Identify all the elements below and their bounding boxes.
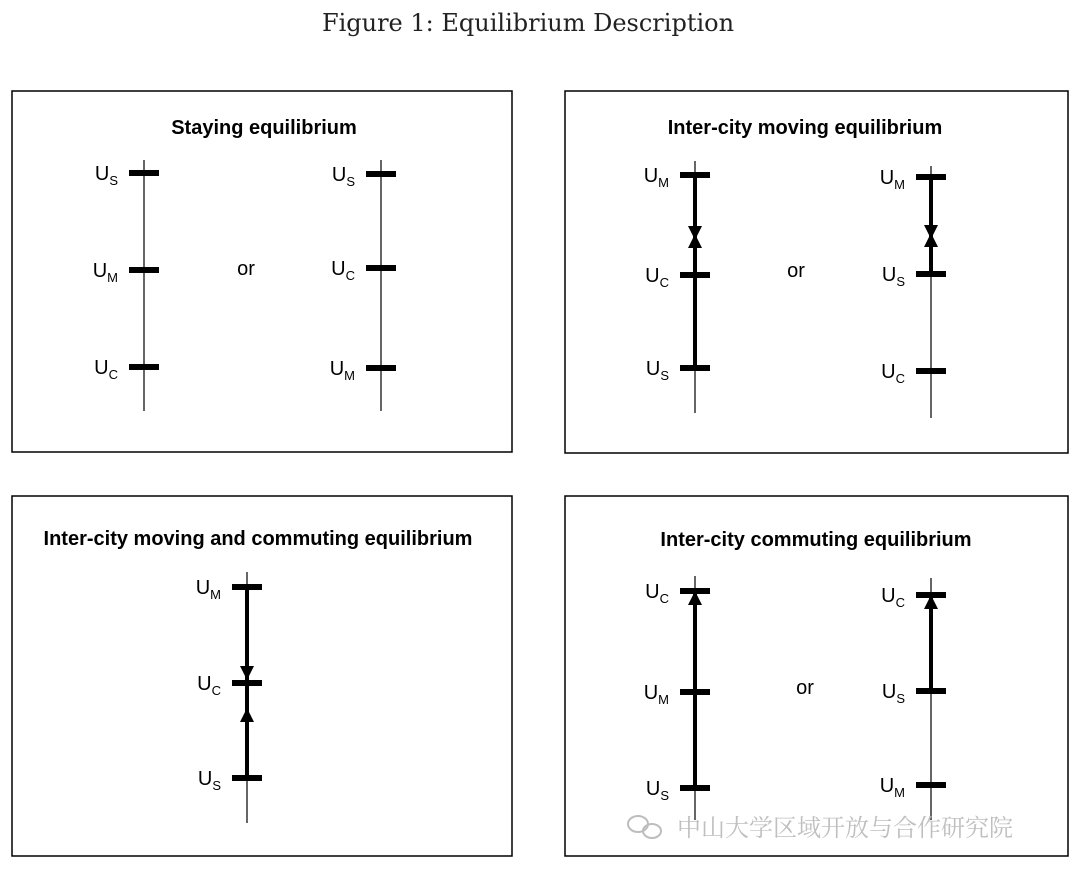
utility-label [882,264,905,289]
utility-label [645,581,669,606]
utility-subscript: S [212,778,221,793]
utility-letter: U [879,775,895,797]
panel-title: Inter-city moving and commuting equilibrium [43,528,473,550]
utility-axis-right [330,160,396,411]
utility-letter: U [331,258,346,280]
utility-subscript: M [344,368,355,383]
panel-commuting-equilibrium [565,496,1068,856]
utility-label [646,778,669,803]
utility-axis [196,572,262,823]
utility-letter: U [92,260,108,282]
utility-label [197,673,221,698]
utility-axis-left [93,160,159,411]
utility-label [331,258,355,283]
utility-subscript: C [659,591,669,606]
utility-label [198,768,221,793]
panel-title: Inter-city moving equilibrium [667,117,943,139]
utility-letter: U [645,358,661,380]
utility-label [196,577,221,602]
utility-axis-left [644,576,710,820]
utility-label [880,775,905,800]
utility-axis-right [880,166,946,418]
utility-letter: U [645,778,661,800]
utility-label [95,163,118,188]
utility-subscript: S [660,368,669,383]
panel-frame [12,91,512,452]
utility-letter: U [645,581,660,603]
utility-axis-left [644,161,710,413]
utility-subscript: S [346,174,355,189]
utility-label [881,585,905,610]
utility-label [332,164,355,189]
wechat-icon [628,816,661,838]
arrow-up [924,233,938,247]
utility-subscript: M [658,692,669,707]
utility-subscript: S [896,274,905,289]
panel-frame [565,91,1068,453]
utility-label [644,165,669,190]
figure-title: Figure 1: Equilibrium Description [321,9,735,37]
utility-label [880,167,905,192]
utility-label [94,357,118,382]
utility-letter: U [643,165,659,187]
or-label: or [796,677,814,699]
utility-subscript: S [896,691,905,706]
utility-letter: U [94,163,110,185]
utility-subscript: M [107,270,118,285]
utility-letter: U [879,167,895,189]
utility-letter: U [197,768,213,790]
utility-letter: U [331,164,347,186]
utility-subscript: C [211,683,221,698]
utility-subscript: C [659,275,669,290]
panel-moving-commuting-equilibrium [12,496,512,856]
utility-letter: U [881,681,897,703]
utility-letter: U [881,361,896,383]
utility-label [93,260,118,285]
watermark-text: 中山大学区域开放与合作研究院 [677,814,1013,842]
arrow-up [688,234,702,248]
utility-letter: U [329,358,345,380]
watermark [628,814,1013,842]
utility-subscript: C [895,595,905,610]
or-label: or [237,258,255,280]
utility-letter: U [643,682,659,704]
utility-subscript: M [658,175,669,190]
utility-subscript: M [894,177,905,192]
arrow-up [240,708,254,722]
utility-label [882,681,905,706]
utility-label [330,358,355,383]
panel-title: Inter-city commuting equilibrium [660,529,972,551]
panel-frame [12,496,512,856]
utility-label [646,358,669,383]
panel-title: Staying equilibrium [171,117,357,139]
utility-subscript: C [345,268,355,283]
utility-subscript: S [660,788,669,803]
utility-letter: U [881,585,896,607]
utility-subscript: C [895,371,905,386]
utility-subscript: C [108,367,118,382]
utility-letter: U [197,673,212,695]
utility-letter: U [645,265,660,287]
panel-staying-equilibrium [12,91,512,452]
arrow-down [240,666,254,680]
utility-subscript: M [210,587,221,602]
or-label: or [787,260,805,282]
utility-label [881,361,905,386]
panel-moving-equilibrium [565,91,1068,453]
utility-letter: U [881,264,897,286]
utility-axis-right [880,578,946,820]
utility-letter: U [195,577,211,599]
utility-label [645,265,669,290]
utility-subscript: M [894,785,905,800]
utility-letter: U [94,357,109,379]
utility-label [644,682,669,707]
utility-subscript: S [109,173,118,188]
